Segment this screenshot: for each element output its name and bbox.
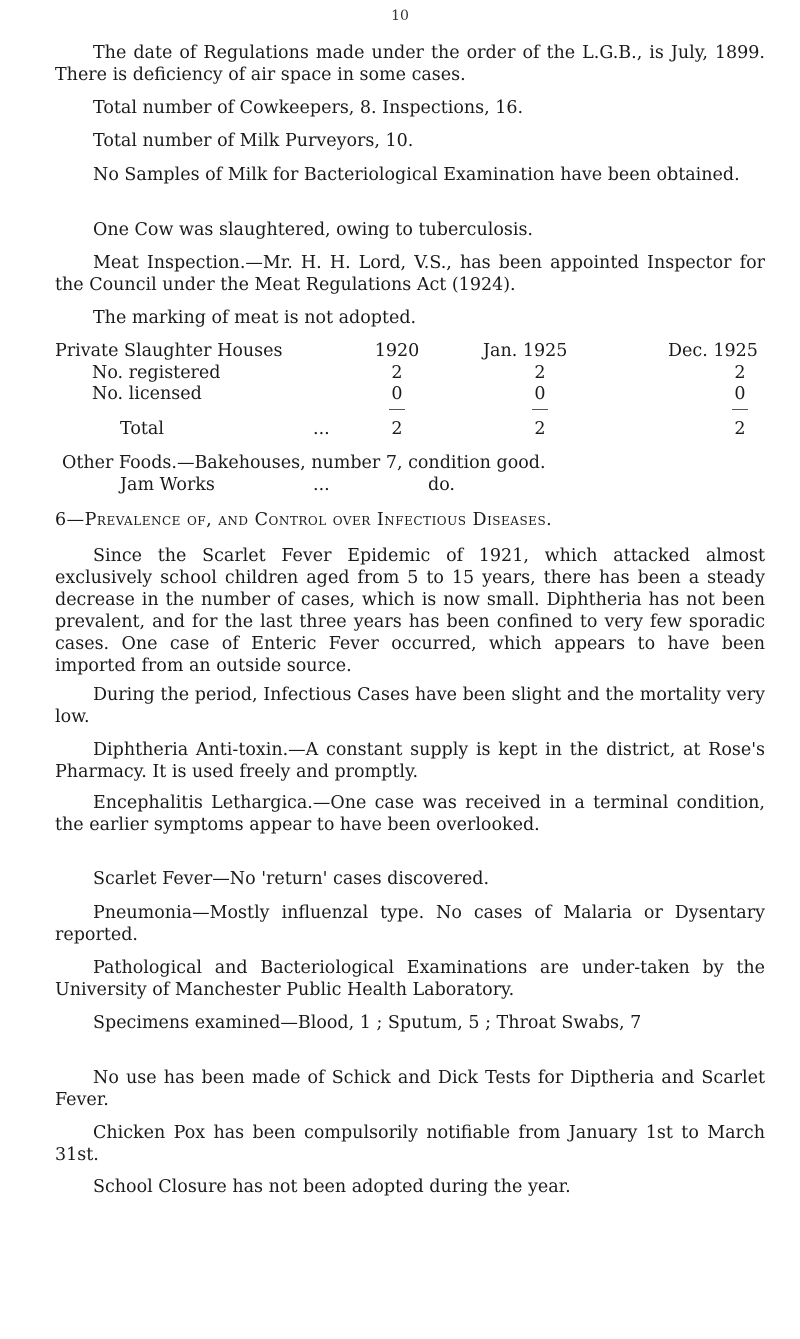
scarlet-epidemic-text: Since the Scarlet Fever Epidemic of 1921, which attacked almost exclusively school children aged from 5 to 15 years, there has been a steady decrease in the number of cases, which is now small. Diphtheria has not been prevalent, and for the last three years has been confined to very few sporadic cases. One case of Enteric Fever occurred, which appears to have been imported from an outside source. [55, 546, 765, 676]
schick-paragraph [55, 1067, 765, 1111]
schick-text: No use has been made of Schick and Dick Tests for Diptheria and Scarlet Fever. [55, 1068, 765, 1110]
table-cell: 0 [734, 384, 746, 404]
cow-slaughtered-text: One Cow was slaughtered, owing to tuberculosis. [93, 220, 533, 240]
total-dots: ... [313, 419, 330, 439]
antitoxin-paragraph [55, 739, 765, 783]
regulations-text: The date of Regulations made under the order of the L.G.B., is July, 1899. There is deficiency of air space in some cases. [55, 43, 765, 85]
table-cell: 2 [391, 419, 403, 439]
table-header-label: Private Slaughter Houses [55, 341, 283, 361]
row-label-licensed: No. licensed [92, 384, 202, 404]
total-rule [389, 409, 405, 410]
scarlet-return-text: Scarlet Fever—No 'return' cases discovered. [93, 869, 490, 889]
specimens-text: Specimens examined—Blood, 1 ; Sputum, 5 ; Throat Swabs, 7 [93, 1013, 642, 1033]
table-cell: 0 [534, 384, 546, 404]
period-paragraph [55, 684, 765, 728]
page-number: 10 [391, 8, 409, 24]
jam-works-label: Jam Works [120, 475, 215, 495]
school-closure-paragraph [55, 1176, 765, 1198]
jam-works-dots: ... [313, 475, 330, 495]
pathological-paragraph [55, 957, 765, 1001]
milk-samples-text: No Samples of Milk for Bacteriological Examination have been obtained. [93, 165, 740, 185]
scarlet-epidemic-paragraph [55, 545, 765, 677]
meat-marking-text: The marking of meat is not adopted. [93, 308, 417, 328]
table-cell: 2 [534, 363, 546, 383]
encephalitis-paragraph [55, 792, 765, 836]
milk-purveyors-paragraph [55, 130, 765, 152]
table-cell: 2 [534, 419, 546, 439]
regulations-paragraph [55, 42, 765, 86]
cow-slaughtered-paragraph [55, 219, 765, 241]
cowkeepers-paragraph [55, 97, 765, 119]
column-header-1920: 1920 [374, 341, 420, 361]
encephalitis-text: Encephalitis Lethargica.—One case was received in a terminal condition, the earlier symptoms appear to have been overlooked. [55, 793, 765, 835]
meat-marking-paragraph [55, 307, 765, 329]
milk-purveyors-text: Total number of Milk Purveyors, 10. [93, 131, 414, 151]
table-cell: 2 [734, 419, 746, 439]
other-foods-text: Other Foods.—Bakehouses, number 7, condition good. [62, 453, 546, 473]
pathological-text: Pathological and Bacteriological Examinations are under-taken by the University of Manchester Public Health Laboratory. [55, 958, 765, 1000]
section-heading-text: 6—Prevalence of, and Control over Infectious Diseases. [55, 510, 553, 530]
cowkeepers-text: Total number of Cowkeepers, 8. Inspections, 16. [93, 98, 524, 118]
pneumonia-text: Pneumonia—Mostly influenzal type. No cases of Malaria or Dysentary reported. [55, 903, 765, 945]
school-closure-text: School Closure has not been adopted during the year. [93, 1177, 571, 1197]
meat-inspection-paragraph [55, 252, 765, 296]
row-label-registered: No. registered [92, 363, 221, 383]
table-cell: 2 [734, 363, 746, 383]
total-label: Total [120, 419, 164, 439]
total-rule [532, 409, 548, 410]
milk-samples-paragraph [55, 164, 765, 186]
column-header-jan-1925: Jan. 1925 [483, 341, 568, 361]
total-rule [732, 409, 748, 410]
chicken-pox-text: Chicken Pox has been compulsorily notifiable from January 1st to March 31st. [55, 1123, 765, 1165]
period-text: During the period, Infectious Cases have been slight and the mortality very low. [55, 685, 765, 727]
meat-inspection-text: Meat Inspection.—Mr. H. H. Lord, V.S., has been appointed Inspector for the Council under the Meat Regulations Act (1924). [55, 253, 765, 295]
table-cell: 2 [391, 363, 403, 383]
specimens-paragraph [55, 1012, 765, 1034]
pneumonia-paragraph [55, 902, 765, 946]
column-header-dec-1925: Dec. 1925 [668, 341, 758, 361]
table-cell: 0 [391, 384, 403, 404]
antitoxin-text: Diphtheria Anti-toxin.—A constant supply is kept in the district, at Rose's Pharmacy. It is used freely and promptly. [55, 740, 765, 782]
scarlet-return-paragraph [55, 868, 765, 890]
section-heading [55, 509, 765, 531]
chicken-pox-paragraph [55, 1122, 765, 1166]
jam-works-value: do. [428, 475, 455, 495]
